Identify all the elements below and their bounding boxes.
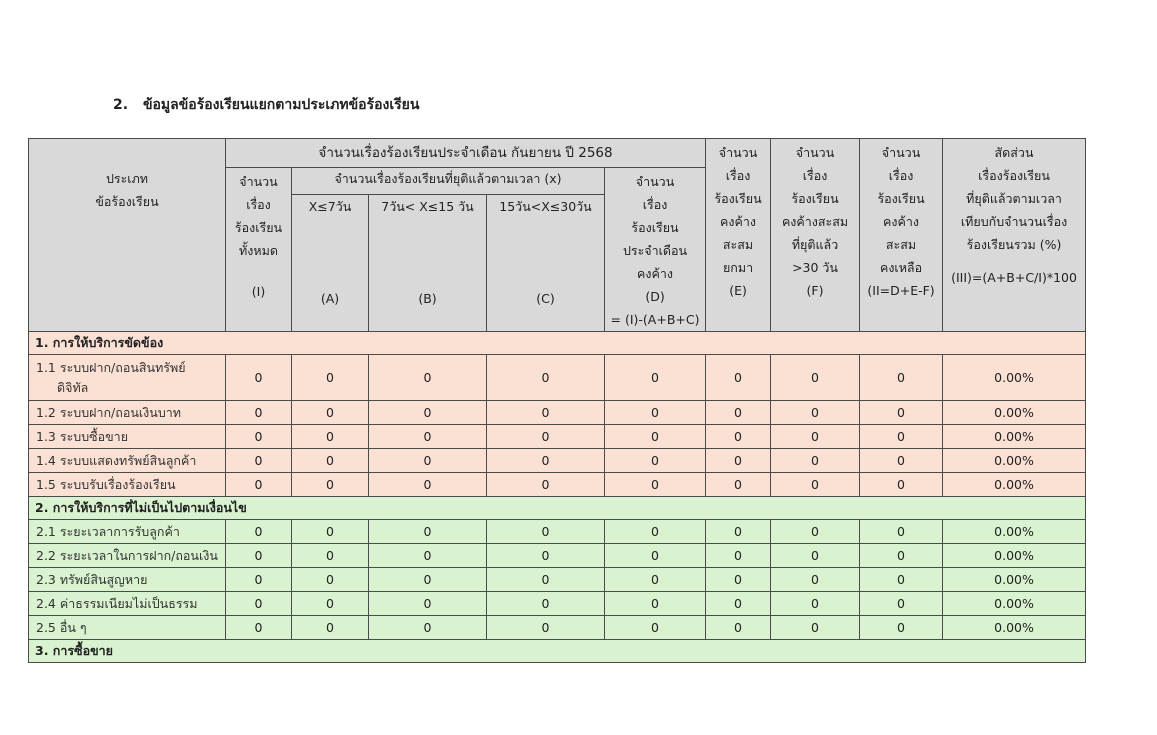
cell-ii: 0 [860,568,943,592]
cell-b: 0 [369,568,487,592]
header-text-line: ร้องเรียน [791,191,839,206]
cell-c: 0 [487,544,605,568]
header-code: (A) [320,291,340,307]
header-text-line: ร้องเรียน [234,220,283,235]
cell-f: 0 [771,616,860,640]
cell-b: 0 [369,616,487,640]
cell-i: 0 [226,544,292,568]
header-text-line: เรื่อง [246,197,271,212]
header-text-line: ร้องเรียนรวม (%) [966,237,1062,252]
cell-iii: 0.00% [943,520,1086,544]
cell-ii: 0 [860,355,943,401]
cell-b: 0 [369,401,487,425]
header-col-iii [943,139,1086,332]
cell-a: 0 [292,544,369,568]
cell-i: 0 [226,355,292,401]
cell-b: 0 [369,425,487,449]
cell-ii: 0 [860,473,943,497]
header-text-line: เรื่อง [725,168,751,183]
cell-a: 0 [292,401,369,425]
cell-a: 0 [292,355,369,401]
header-text-line: จำนวน [635,174,675,189]
cell-i: 0 [226,616,292,640]
cell-iii: 0.00% [943,544,1086,568]
cell-f: 0 [771,425,860,449]
cell-c: 0 [487,401,605,425]
header-text-line: จำนวน [718,145,758,160]
header-col-a [292,195,369,332]
header-text-line: เรื่อง [802,168,828,183]
header-resolved-group: จำนวนเรื่องร้องเรียนที่ยุติแล้วตามเวลา (x) [292,168,605,195]
header-text-line: เรื่อง [642,197,668,212]
cell-f: 0 [771,355,860,401]
cell-iii: 0.00% [943,592,1086,616]
section-row [29,497,1086,520]
cell-ii: 0 [860,544,943,568]
cell-a: 0 [292,473,369,497]
header-text-line: 7วัน< X≤15 วัน [381,199,474,215]
header-text-line: ร้องเรียน [631,220,679,235]
cell-iii: 0.00% [943,355,1086,401]
cell-i: 0 [226,520,292,544]
cell-iii: 0.00% [943,473,1086,497]
row-label-line: 1.1 ระบบฝาก/ถอนสินทรัพย์ [36,359,186,375]
header-col-c [487,195,605,332]
cell-b: 0 [369,520,487,544]
header-text-line: เรื่อง [888,168,914,183]
header-col-e [706,139,771,332]
cell-iii: 0.00% [943,449,1086,473]
header-text-line: เทียบกับจำนวนเรื่อง [960,214,1068,229]
complaints-table [28,138,1086,663]
cell-i: 0 [226,592,292,616]
cell-e: 0 [706,473,771,497]
cell-iii: 0.00% [943,401,1086,425]
header-text-line: ร้องเรียน [877,191,925,206]
cell-a: 0 [292,568,369,592]
cell-d: 0 [605,425,706,449]
cell-a: 0 [292,520,369,544]
header-monthly-group: จำนวนเรื่องร้องเรียนประจำเดือน กันยายน ปี 2568 [226,139,706,168]
header-code: (E) [729,283,747,298]
cell-c: 0 [487,592,605,616]
cell-f: 0 [771,592,860,616]
table-row [29,449,1086,473]
row-label: 2.2 ระยะเวลาในการฝาก/ถอนเงิน [29,544,226,568]
cell-c: 0 [487,520,605,544]
header-text-line: สะสม [722,237,754,252]
header-text-line: จำนวน [795,145,835,160]
section-title: 2. การให้บริการที่ไม่เป็นไปตามเงื่อนไข [29,497,1086,520]
cell-b: 0 [369,473,487,497]
header-col-b [369,195,487,332]
cell-d: 0 [605,520,706,544]
cell-iii: 0.00% [943,568,1086,592]
cell-ii: 0 [860,520,943,544]
cell-ii: 0 [860,449,943,473]
cell-e: 0 [706,425,771,449]
cell-f: 0 [771,544,860,568]
cell-iii: 0.00% [943,425,1086,449]
header-text-line: คงเหลือ [879,260,923,275]
cell-b: 0 [369,592,487,616]
table-row [29,401,1086,425]
cell-ii: 0 [860,592,943,616]
table-row [29,355,1086,401]
table-row [29,425,1086,449]
cell-d: 0 [605,401,706,425]
header-text-line: X≤7วัน [308,199,352,215]
header-text-line: เรื่องร้องเรียน [978,168,1050,183]
cell-b: 0 [369,449,487,473]
header-code: (II=D+E-F) [867,283,935,298]
cell-c: 0 [487,449,605,473]
header-spacer [489,218,602,287]
row-label-line: ดิจิทัล [57,379,89,395]
header-code: (D) [645,289,665,304]
header-text-line: คงค้างสะสม [781,214,849,229]
header-text-line: สะสม [885,237,917,252]
cell-a: 0 [292,425,369,449]
cell-ii: 0 [860,616,943,640]
header-text-line: ร้องเรียน [714,191,762,206]
table-body [29,332,1086,663]
header-type-line: ประเภท [105,171,149,186]
header-text-line: ประจำเดือน [622,243,688,258]
cell-b: 0 [369,544,487,568]
header-text-line: สัดส่วน [994,145,1034,160]
cell-e: 0 [706,401,771,425]
cell-e: 0 [706,592,771,616]
header-col-d [605,168,706,332]
cell-e: 0 [706,544,771,568]
cell-e: 0 [706,616,771,640]
cell-i: 0 [226,425,292,449]
row-label: 2.3 ทรัพย์สินสูญหาย [29,568,226,592]
cell-a: 0 [292,592,369,616]
header-spacer [294,218,366,287]
cell-f: 0 [771,473,860,497]
cell-b: 0 [369,355,487,401]
section-title: 1. การให้บริการขัดข้อง [29,332,1086,355]
header-text-line: คงค้าง [637,266,673,281]
table-row [29,616,1086,640]
cell-i: 0 [226,473,292,497]
cell-f: 0 [771,401,860,425]
heading-number: 2. [113,97,129,113]
row-label: 1.2 ระบบฝาก/ถอนเงินบาท [29,401,226,425]
cell-i: 0 [226,401,292,425]
row-label: 1.3 ระบบซื้อขาย [29,425,226,449]
cell-c: 0 [487,355,605,401]
header-code: (F) [806,283,824,298]
header-col-i [226,168,292,332]
header-col-f [771,139,860,332]
cell-d: 0 [605,544,706,568]
header-text-line: คงค้าง [883,214,919,229]
header-complaint-type [29,139,226,332]
table-header [29,139,1086,332]
cell-c: 0 [487,568,605,592]
cell-d: 0 [605,355,706,401]
cell-e: 0 [706,520,771,544]
heading-text: ข้อมูลข้อร้องเรียนแยกตามประเภทข้อร้องเรียน [142,97,420,113]
table-row [29,568,1086,592]
header-text-line: จำนวน [881,145,921,160]
section-row [29,640,1086,663]
table-row [29,592,1086,616]
cell-iii: 0.00% [943,616,1086,640]
cell-c: 0 [487,473,605,497]
cell-e: 0 [706,568,771,592]
section-title: 3. การซื้อขาย [29,640,1086,663]
header-spacer [945,256,1083,266]
cell-c: 0 [487,616,605,640]
row-label: 1.4 ระบบแสดงทรัพย์สินลูกค้า [29,449,226,473]
header-spacer [371,218,484,287]
row-label: 1.5 ระบบรับเรื่องร้องเรียน [29,473,226,497]
header-text-line: จำนวน [239,174,278,189]
row-label: 2.5 อื่น ๆ [29,616,226,640]
cell-ii: 0 [860,425,943,449]
section-row [29,332,1086,355]
cell-ii: 0 [860,401,943,425]
header-text-line: คงค้าง [720,214,756,229]
cell-e: 0 [706,355,771,401]
header-text-line: ที่ยุติแล้วตามเวลา [966,191,1062,206]
row-label: 2.1 ระยะเวลาการรับลูกค้า [29,520,226,544]
header-code: (C) [536,291,555,307]
cell-e: 0 [706,449,771,473]
section-heading [113,94,419,116]
header-formula: = (I)-(A+B+C) [610,312,700,327]
header-code: (I) [251,284,266,299]
header-text-line: >30 วัน [792,260,838,275]
header-type-line: ข้อร้องเรียน [95,194,159,209]
cell-d: 0 [605,568,706,592]
table-row [29,473,1086,497]
cell-f: 0 [771,449,860,473]
cell-d: 0 [605,616,706,640]
header-spacer [228,262,289,280]
header-text-line: ยกมา [722,260,754,275]
cell-d: 0 [605,592,706,616]
row-label [29,355,226,401]
cell-f: 0 [771,568,860,592]
header-code: (III)=(A+B+C/I)*100 [951,270,1077,285]
table-row [29,544,1086,568]
cell-a: 0 [292,616,369,640]
cell-c: 0 [487,425,605,449]
cell-d: 0 [605,449,706,473]
cell-d: 0 [605,473,706,497]
cell-i: 0 [226,449,292,473]
table-row [29,520,1086,544]
header-col-ii [860,139,943,332]
header-code: (B) [418,291,437,307]
cell-a: 0 [292,449,369,473]
header-text-line: ที่ยุติแล้ว [791,237,839,252]
header-text-line: 15วัน<X≤30วัน [499,199,592,215]
cell-i: 0 [226,568,292,592]
row-label: 2.4 ค่าธรรมเนียมไม่เป็นธรรม [29,592,226,616]
header-text-line: ทั้งหมด [239,243,278,258]
cell-f: 0 [771,520,860,544]
